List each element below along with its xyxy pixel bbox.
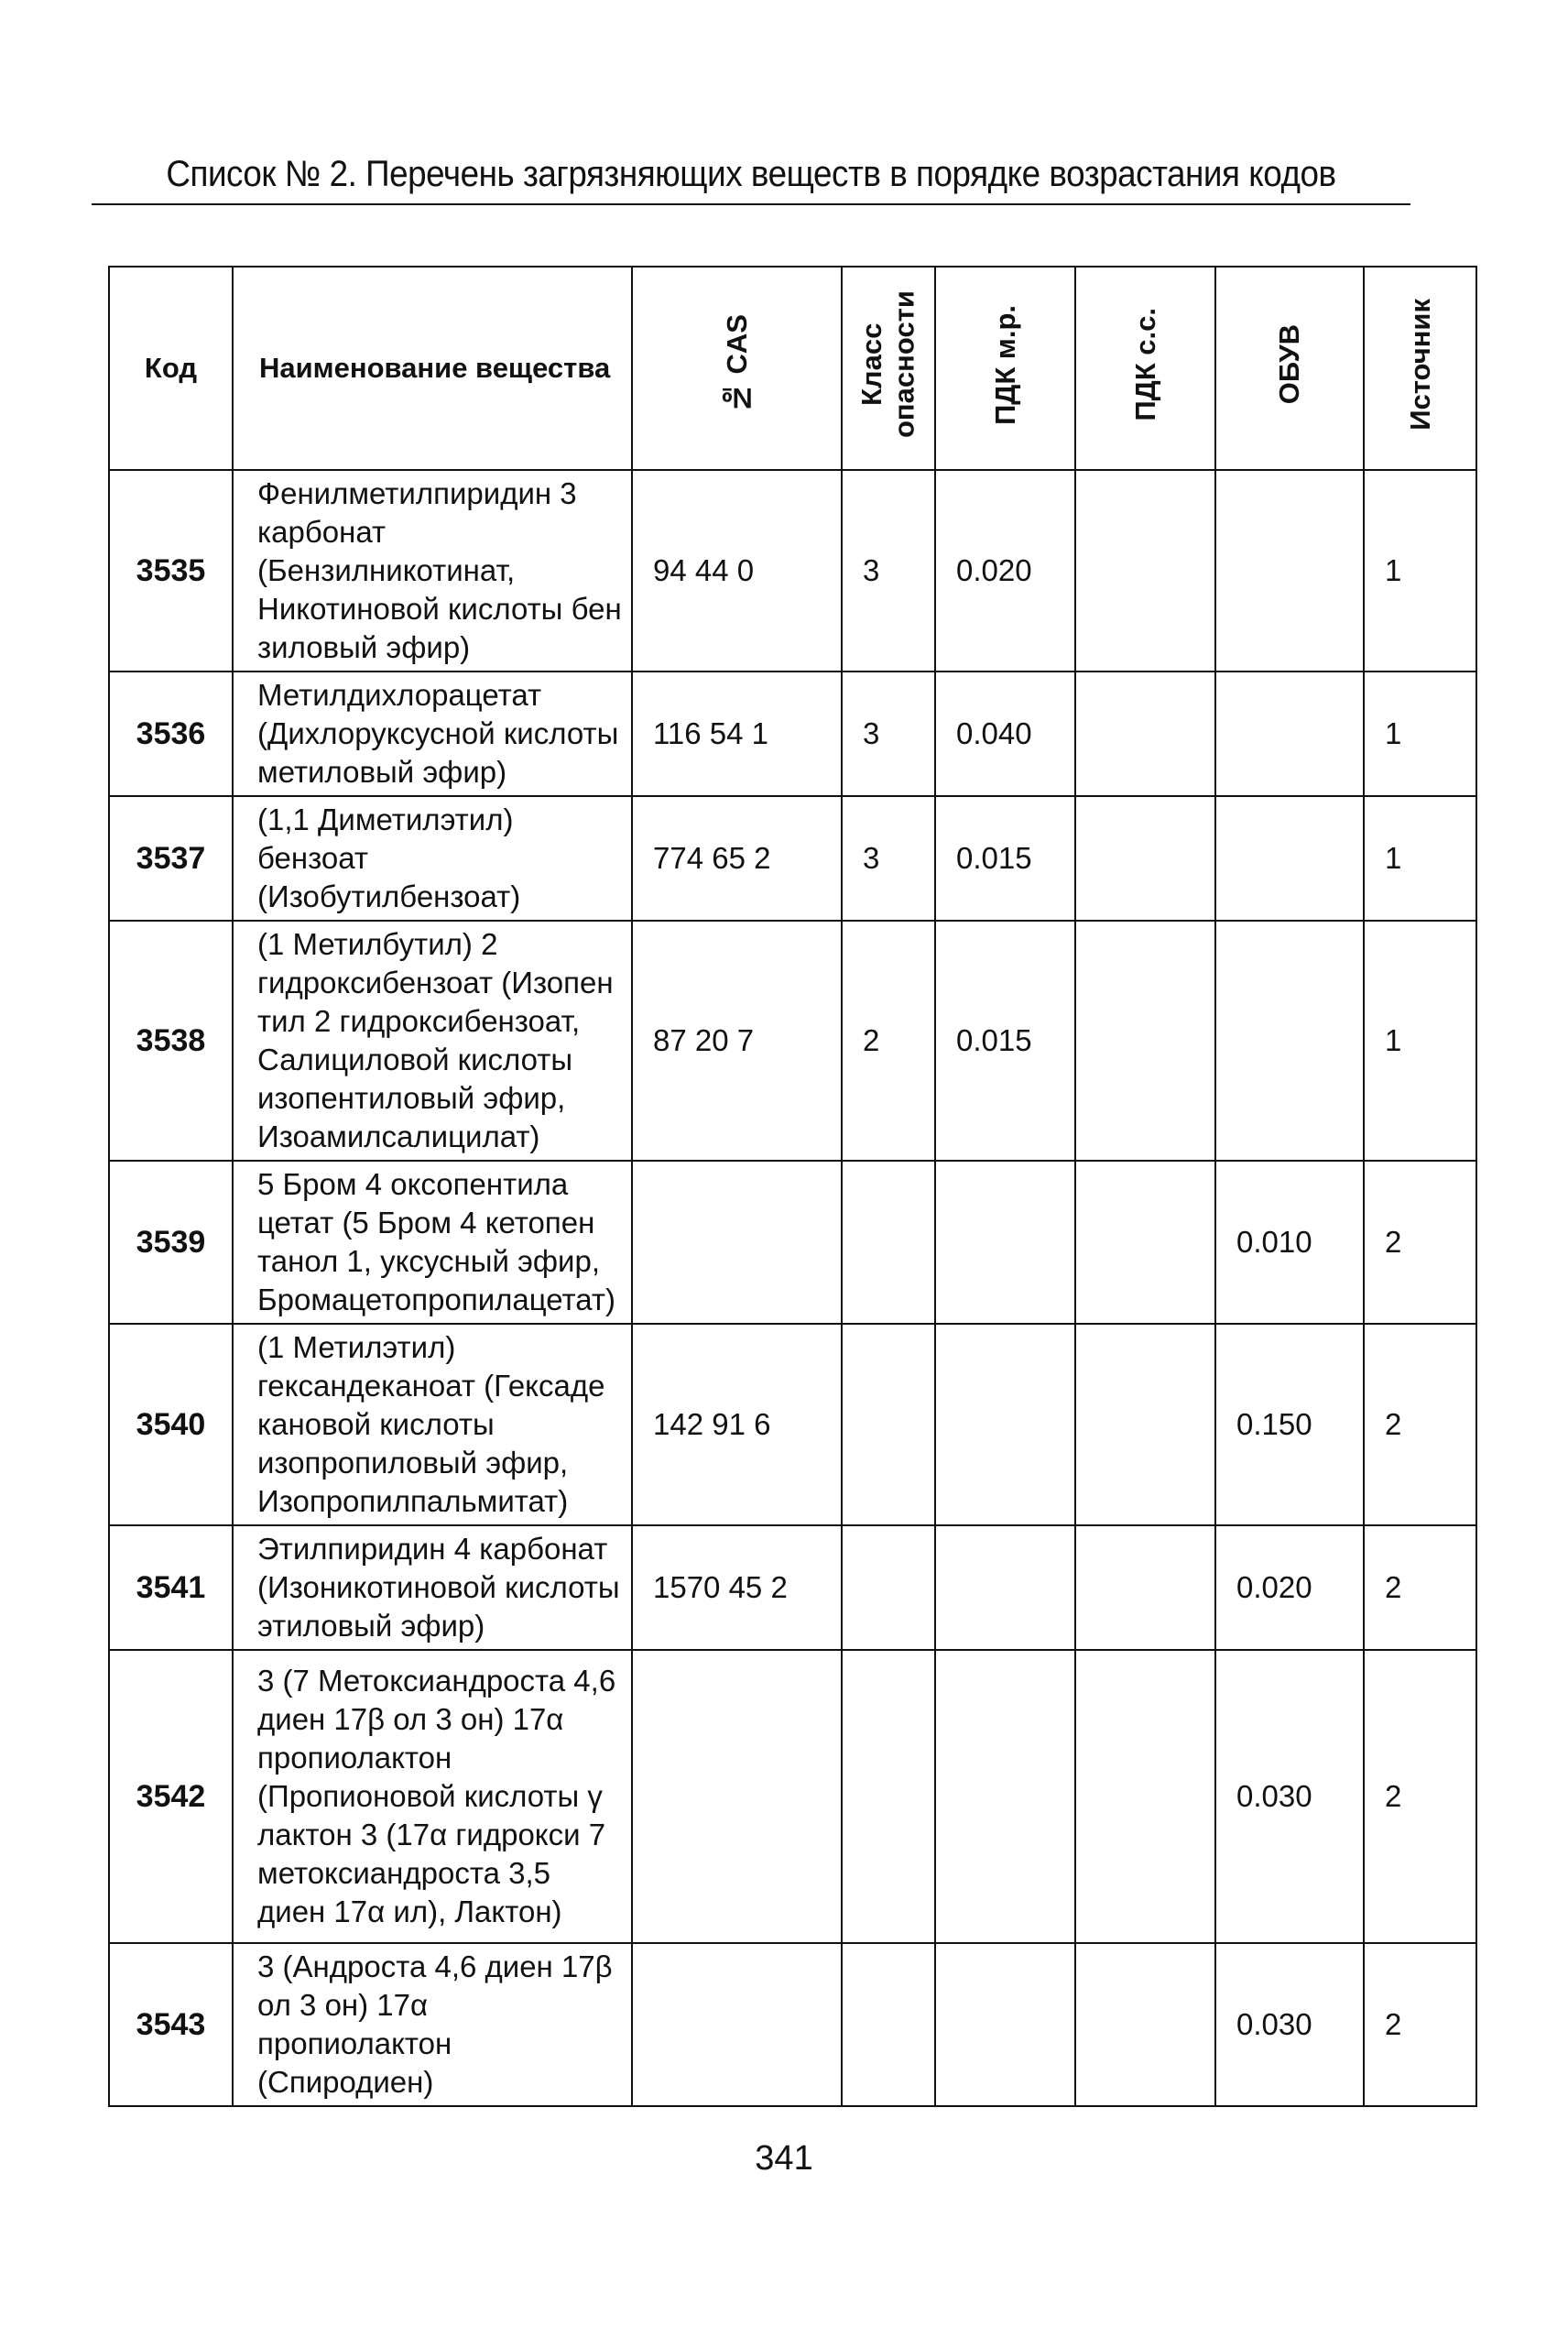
cell-obuv: 0.150	[1215, 1324, 1364, 1525]
table-row	[109, 921, 1476, 1161]
cell-source: 2	[1364, 1650, 1476, 1943]
cell-code: 3543	[109, 1943, 233, 2106]
page-number: 341	[755, 2139, 813, 2178]
table-row	[109, 1943, 1476, 2106]
cell-source: 1	[1364, 672, 1476, 796]
cell-obuv	[1215, 672, 1364, 796]
cell-obuv	[1215, 796, 1364, 921]
cell-code: 3535	[109, 470, 233, 672]
cell-cas: 142 91 6	[632, 1324, 842, 1525]
cell-pdk-ss	[1075, 1650, 1215, 1943]
column-header-hazard-class-cell	[842, 267, 935, 470]
cell-pdk-ss	[1075, 470, 1215, 672]
cell-pdk-mr	[935, 1650, 1075, 1943]
cell-pdk-ss	[1075, 1161, 1215, 1324]
cell-hazard-class	[842, 1650, 935, 1943]
cell-pdk-ss	[1075, 1525, 1215, 1650]
cell-cas: 774 65 2	[632, 796, 842, 921]
table-row	[109, 1324, 1476, 1525]
cell-cas: 116 54 1	[632, 672, 842, 796]
column-header-pdk-mr: ПДК м.р.	[988, 304, 1021, 425]
cell-code: 3538	[109, 921, 233, 1161]
cell-hazard-class: 3	[842, 796, 935, 921]
table-row	[109, 1650, 1476, 1943]
cell-code: 3537	[109, 796, 233, 921]
table-row	[109, 672, 1476, 796]
cell-name: Фенилметилпиридин 3 карбонат (Бензилникотинат, Никотиновой кислоты бен зиловый эфир)	[233, 470, 632, 672]
table-header-row	[109, 267, 1476, 470]
table-row	[109, 1161, 1476, 1324]
cell-obuv: 0.010	[1215, 1161, 1364, 1324]
page-title: Список № 2. Перечень загрязняющих веществ в порядке возрастания кодов	[166, 154, 1336, 194]
cell-pdk-mr	[935, 1943, 1075, 2106]
column-header-cas: № CAS	[720, 314, 753, 415]
table-row	[109, 1525, 1476, 1650]
cell-name: Этилпиридин 4 карбонат (Изоникотиновой кислоты этиловый эфир)	[233, 1525, 632, 1650]
cell-source: 2	[1364, 1943, 1476, 2106]
cell-hazard-class: 3	[842, 672, 935, 796]
cell-hazard-class: 2	[842, 921, 935, 1161]
cell-pdk-mr: 0.020	[935, 470, 1075, 672]
cell-source: 1	[1364, 470, 1476, 672]
cell-code: 3539	[109, 1161, 233, 1324]
column-header-source: Источник	[1403, 299, 1436, 431]
column-header-obuv: ОБУВ	[1273, 324, 1306, 405]
cell-code: 3540	[109, 1324, 233, 1525]
cell-pdk-mr: 0.015	[935, 796, 1075, 921]
cell-pdk-ss	[1075, 672, 1215, 796]
column-header-cas-cell	[632, 267, 842, 470]
cell-cas	[632, 1943, 842, 2106]
cell-hazard-class: 3	[842, 470, 935, 672]
cell-pdk-ss	[1075, 796, 1215, 921]
cell-code: 3536	[109, 672, 233, 796]
table-row	[109, 470, 1476, 672]
column-header-pdk-ss: ПДК с.с.	[1128, 308, 1161, 421]
column-header-obuv-cell	[1215, 267, 1364, 470]
column-header-code: Код	[109, 267, 233, 470]
cell-name: 3 (Андроста 4,6 диен 17β ол 3 он) 17α пропиолактон (Спиродиен)	[233, 1943, 632, 2106]
cell-obuv: 0.030	[1215, 1650, 1364, 1943]
cell-obuv: 0.020	[1215, 1525, 1364, 1650]
cell-cas: 94 44 0	[632, 470, 842, 672]
cell-source: 2	[1364, 1161, 1476, 1324]
cell-name: Метилдихлорацетат (Дихлоруксусной кислоты метиловый эфир)	[233, 672, 632, 796]
column-header-pdk-mr-cell	[935, 267, 1075, 470]
cell-cas: 87 20 7	[632, 921, 842, 1161]
cell-hazard-class	[842, 1525, 935, 1650]
cell-source: 1	[1364, 921, 1476, 1161]
cell-cas	[632, 1161, 842, 1324]
cell-name: 3 (7 Метоксиандроста 4,6 диен 17β ол 3 он) 17α пропиолактон (Пропионовой кислоты γ лактон 3 (17α гидрокси 7 метоксиандроста 3,5 диен 17α ил), Лактон)	[233, 1650, 632, 1943]
cell-name: (1 Метилэтил) гександеканоат (Гексаде кановой кислоты изопропиловый эфир, Изопропилпальмитат)	[233, 1324, 632, 1525]
cell-obuv	[1215, 470, 1364, 672]
cell-name: (1,1 Диметилэтил) бензоат (Изобутилбензоат)	[233, 796, 632, 921]
cell-cas	[632, 1650, 842, 1943]
cell-obuv	[1215, 921, 1364, 1161]
cell-hazard-class	[842, 1324, 935, 1525]
title-divider	[92, 203, 1410, 205]
substances-table	[108, 266, 1477, 2107]
cell-pdk-ss	[1075, 1943, 1215, 2106]
cell-code: 3542	[109, 1650, 233, 1943]
cell-source: 2	[1364, 1324, 1476, 1525]
cell-pdk-mr: 0.040	[935, 672, 1075, 796]
cell-pdk-mr	[935, 1525, 1075, 1650]
cell-name: (1 Метилбутил) 2 гидроксибензоат (Изопен тил 2 гидроксибензоат, Салициловой кислоты изопентиловый эфир, Изоамилсалицилат)	[233, 921, 632, 1161]
column-header-name: Наименование вещества	[233, 267, 632, 470]
column-header-source-cell	[1364, 267, 1476, 470]
cell-pdk-mr: 0.015	[935, 921, 1075, 1161]
cell-pdk-mr	[935, 1324, 1075, 1525]
cell-pdk-ss	[1075, 921, 1215, 1161]
cell-hazard-class	[842, 1943, 935, 2106]
cell-name: 5 Бром 4 оксопентила цетат (5 Бром 4 кетопен танол 1, уксусный эфир, Бромацетопропилацетат)	[233, 1161, 632, 1324]
cell-hazard-class	[842, 1161, 935, 1324]
table-row	[109, 796, 1476, 921]
cell-code: 3541	[109, 1525, 233, 1650]
cell-cas: 1570 45 2	[632, 1525, 842, 1650]
column-header-pdk-ss-cell	[1075, 267, 1215, 470]
cell-source: 2	[1364, 1525, 1476, 1650]
cell-pdk-ss	[1075, 1324, 1215, 1525]
cell-obuv: 0.030	[1215, 1943, 1364, 2106]
cell-pdk-mr	[935, 1161, 1075, 1324]
column-header-hazard-class: Класс опасности	[855, 290, 920, 439]
cell-source: 1	[1364, 796, 1476, 921]
